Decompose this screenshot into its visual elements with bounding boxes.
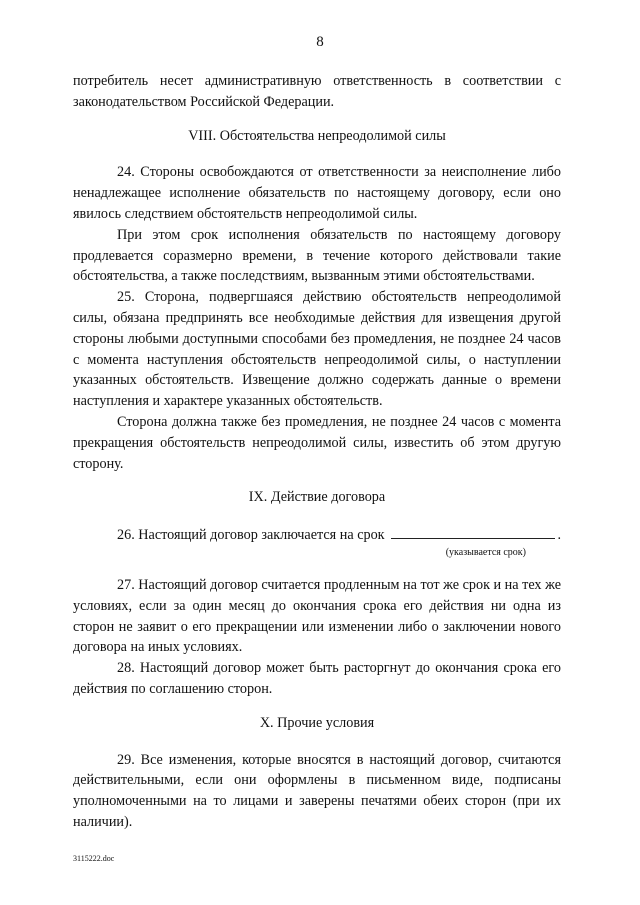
file-footer: 3115222.doc: [73, 854, 115, 863]
paragraph-25: 25. Сторона, подвергшаяся действию обстоятельств непреодолимой силы, обязана предпринять все необходимые действия для извещения другой стороны любыми доступными способами без промедления, не позднее 24 часов с момента наступления обстоятельств непреодолимой силы, о наступлении указанных обстоятельств. Извещение должно содержать данные о времени наступления и характере указанных обстоятельств.: [73, 289, 561, 410]
term-caption: (указывается срок): [445, 546, 526, 558]
document-body: [73, 71, 561, 833]
paragraph-26-text: 26. Настоящий договор заключается на срок: [117, 527, 385, 544]
paragraph-26-period: .: [557, 527, 561, 544]
intro-paragraph: потребитель несет административную ответственность в соответствии с законодательством Российской Федерации.: [73, 73, 561, 110]
paragraph-24-continued: При этом срок исполнения обязательств по настоящему договору продлевается соразмерно времени, в течение которого действовали такие обстоятельства, а также последствиям, вызванным этими обстоятельствами.: [73, 226, 561, 285]
section-10-title: X. Прочие условия: [259, 714, 375, 731]
section-8-title: VIII. Обстоятельства непреодолимой силы: [188, 127, 446, 144]
paragraph-28: 28. Настоящий договор может быть расторгнут до окончания срока его действия по соглашению сторон.: [73, 660, 561, 697]
term-blank-line: [391, 524, 556, 539]
paragraph-25-continued: Сторона должна также без промедления, не позднее 24 часов с момента прекращения обстоятельств непреодолимой силы, известить об этом другую сторону.: [73, 413, 561, 472]
paragraph-26: [73, 524, 561, 546]
paragraph-29: 29. Все изменения, которые вносятся в настоящий договор, считаются действительными, если они оформлены в письменном виде, подписаны уполномоченными на то лицами и заверены печатями обеих сторон (при их наличии).: [73, 751, 561, 830]
page-number: 8: [316, 34, 324, 50]
section-9-title: IX. Действие договора: [248, 489, 386, 506]
paragraph-27: 27. Настоящий договор считается продленным на тот же срок и на тех же условиях, если за один месяц до окончания срока его действия ни одна из сторон не заявит о его прекращении или изменении либо о заключении нового договора на иных условиях.: [73, 576, 561, 656]
paragraph-24: 24. Стороны освобождаются от ответственности за неисполнение либо ненадлежащее исполнение обязательств по настоящему договору, если оно явилось следствием обстоятельств непреодолимой силы.: [73, 164, 561, 222]
